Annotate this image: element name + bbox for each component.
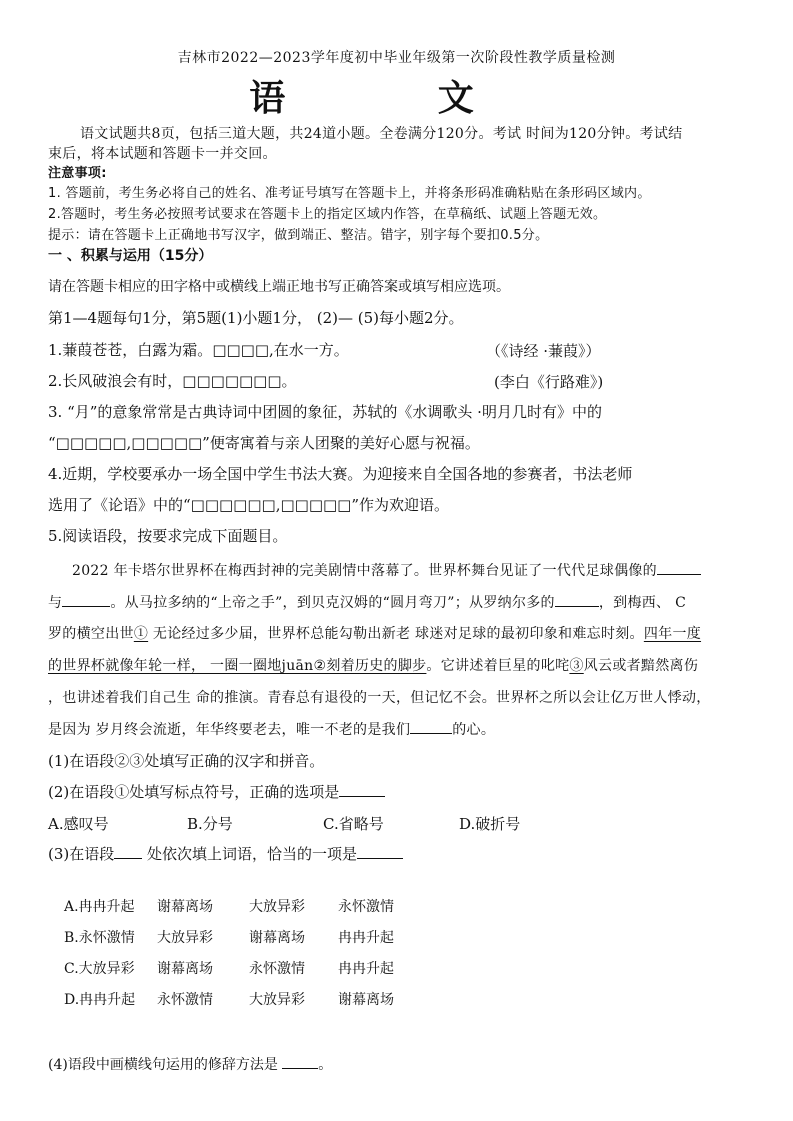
subquestion-2 (48, 782, 753, 802)
choice-a-1: A.冉冉升起 (64, 899, 135, 915)
question-1: 1.蒹葭苍苍，白露为霜。□□□□,在水一方。 (48, 341, 349, 359)
section-heading: 一 、积累与运用（15分） (48, 248, 213, 264)
instruction: 请在答题卡相应的田字格中或横线上端正地书写正确答案或填写相应选项。 (48, 279, 510, 295)
question-5: 5.阅读语段，按要求完成下面题目。 (48, 527, 288, 545)
option-a: A.感叹号 (48, 815, 109, 833)
question-3-line-2: “□□□□□,□□□□□”便寄寓着与亲人团聚的美好心愿与祝福。 (48, 434, 480, 452)
choice-c-2: 谢幕离场 (157, 961, 213, 977)
answer-blank[interactable] (62, 592, 110, 607)
subquestion-3-text: (3)在语段 (48, 845, 115, 863)
passage-line-1 (72, 560, 753, 581)
answer-blank[interactable] (410, 719, 452, 734)
choice-b-4: 冉冉升起 (338, 930, 394, 946)
choice-b-1: B.永怀激情 (64, 930, 135, 946)
passage-text: 罗的横空出世 (48, 626, 134, 642)
subquestion-4-end: 。 (318, 1057, 333, 1073)
passage-line-4 (48, 656, 753, 676)
passage-text: 。它讲述着巨星的叱咤 (426, 658, 570, 674)
choice-a-2: 谢幕离场 (157, 899, 213, 915)
question-2: 2.长风破浪会有时，□□□□□□□。 (48, 372, 297, 390)
passage-line-2 (48, 592, 753, 613)
question-4-line-2: 选用了《论语》中的“□□□□□□,□□□□□”作为欢迎语。 (48, 496, 450, 514)
subquestion-3 (48, 844, 753, 864)
choice-a-4: 永怀激情 (338, 899, 394, 915)
subquestion-3-text: 处依次填上词语，恰当的一项是 (147, 845, 358, 863)
option-b: B.分号 (187, 815, 233, 833)
passage-text: 。从马拉多纳的“上帝之手”，到贝克汉姆的“圆月弯刀”；从罗纳尔多的 (110, 595, 555, 611)
passage-text: 风云或者黯然离伤 (583, 658, 699, 674)
notice-2: 2.答题时，考生务必按照考试要求在答题卡上的指定区域内作答，在草稿纸、试题上答题无效。 (48, 207, 607, 222)
passage-text: 2022 年卡塔尔世界杯在梅西封神的完美剧情中落幕了。世界杯舞台见证了一代代足球偶像的 (72, 563, 657, 579)
intro-line-1: 语文试题共8页，包括三道大题，共24道小题。全卷满分120分。考试 时间为120分钟。考试结 (80, 126, 683, 142)
underlined-sentence: 四年一度 (643, 626, 702, 642)
question-2-source: (李白《行路难》) (494, 373, 604, 391)
choice-c-1: C.大放异彩 (64, 961, 135, 977)
passage-text: 是因为 岁月终会流逝，年华终要老去，唯一不老的是我们 (48, 722, 411, 738)
intro-line-2: 束后，将本试题和答题卡一并交回。 (48, 146, 277, 162)
subquestion-4-text: (4)语段中画横线句运用的修辞方法是 (48, 1057, 283, 1073)
question-3-line-1: 3. “月”的意象常常是古典诗词中团圆的象征，苏轼的《水调歌头 ·明月几时有》中的 (48, 403, 602, 421)
passage-text: ，到梅西、 C (598, 595, 687, 611)
question-4-line-1: 4.近期，学校要承办一场全国中学生书法大赛。为迎接来自全国各地的参赛者，书法老师 (48, 465, 633, 483)
passage-text: 的心。 (452, 722, 496, 738)
choice-b-3: 谢幕离场 (249, 930, 305, 946)
answer-blank[interactable] (114, 844, 142, 859)
subquestion-4 (48, 1054, 753, 1075)
underlined-sentence: 的世界杯就像年轮一样， 一圈一圈地juān②刻着历史的脚步 (48, 658, 427, 674)
blank-1-marker: ① (133, 626, 149, 642)
blank-3-marker: ③ (569, 658, 584, 674)
passage-text: 与 (48, 595, 63, 611)
answer-blank[interactable] (339, 782, 385, 797)
subquestion-1: (1)在语段②③处填写正确的汉字和拼音。 (48, 752, 325, 770)
choice-d-2: 永怀激情 (157, 992, 213, 1008)
passage-line-5: ，也讲述着我们自己生 命的推演。青春总有退役的一天，但记忆不会。世界杯之所以会让亿万世人悸动， (48, 690, 711, 706)
answer-blank[interactable] (657, 560, 701, 575)
answer-blank[interactable] (555, 592, 599, 607)
choice-d-4: 谢幕离场 (338, 992, 394, 1008)
choice-d-3: 大放异彩 (249, 992, 305, 1008)
notice-1: 1. 答题前，考生务必将自己的姓名、准考证号填写在答题卡上，并将条形码准确粘贴在条形码区域内。 (48, 186, 651, 201)
choice-d-1: D.冉冉升起 (64, 992, 136, 1008)
choice-c-3: 永怀激情 (249, 961, 305, 977)
choice-c-4: 冉冉升起 (338, 961, 394, 977)
passage-text: 无论经过多少届，世界杯总能勾勒出新老 球迷对足球的最初印象和难忘时刻。 (152, 626, 644, 642)
answer-blank[interactable] (357, 844, 403, 859)
question-1-source: （《诗经 ·蒹葭》） (486, 342, 601, 360)
notice-3: 提示：请在答题卡上正确地书写汉字，做到端正、整洁。错字，别字每个要扣0.5分。 (48, 228, 549, 243)
score-note: 第1—4题每句1分，第5题(1)小题1分， (2)— (5)每小题2分。 (48, 309, 464, 327)
passage-line-6 (48, 719, 753, 740)
exam-header: 吉林市2022—2023学年度初中毕业年级第一次阶段性教学质量检测 (177, 50, 616, 66)
page-title: 语 文 (249, 77, 544, 119)
answer-blank[interactable] (282, 1054, 318, 1069)
option-c: C.省略号 (323, 815, 384, 833)
choice-b-2: 大放异彩 (157, 930, 213, 946)
subquestion-2-text: (2)在语段①处填写标点符号，正确的选项是 (48, 783, 340, 801)
passage-line-3 (48, 624, 753, 644)
notice-title: 注意事项: (48, 166, 107, 181)
option-d: D.破折号 (459, 815, 521, 833)
choice-a-3: 大放异彩 (249, 899, 305, 915)
